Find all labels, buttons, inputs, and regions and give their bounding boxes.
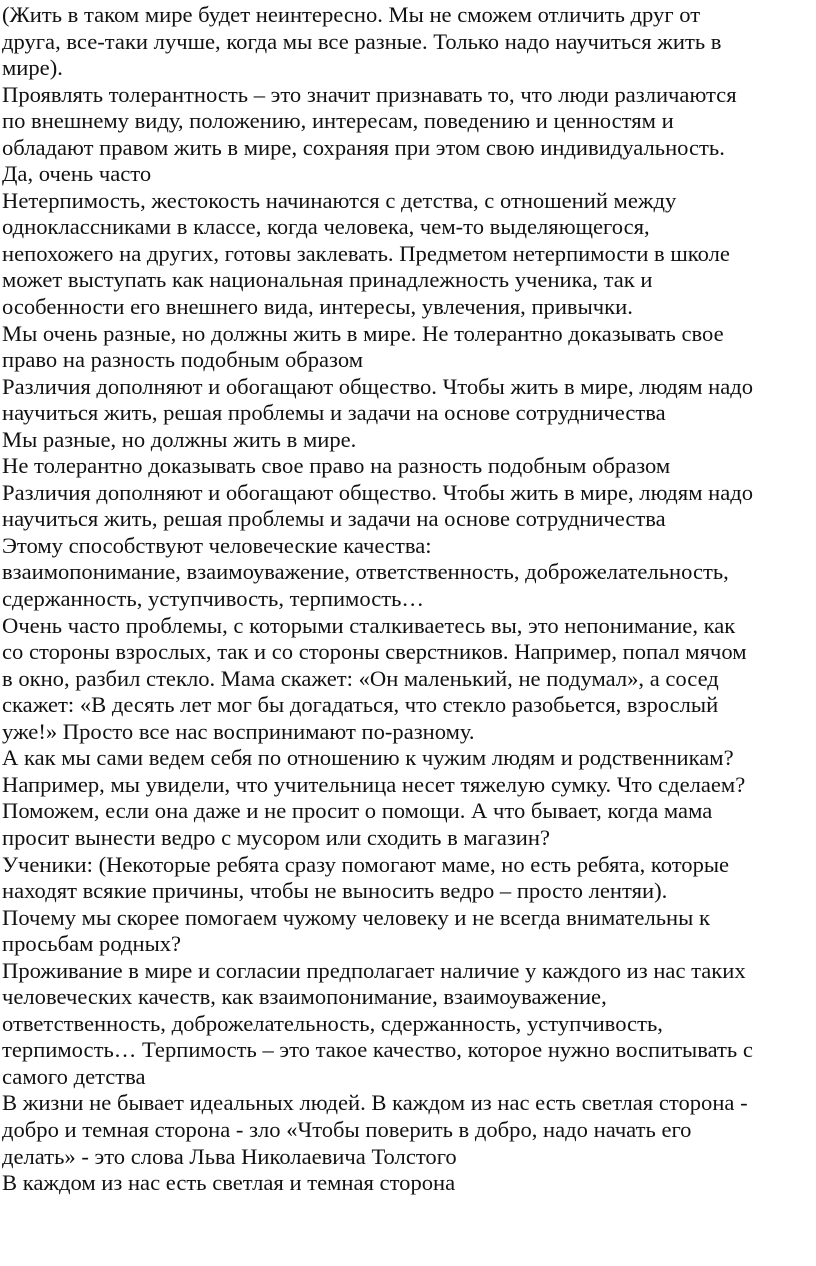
- paragraph: [2, 2, 816, 82]
- text-line: (Жить в таком мире будет неинтересно. Мы не сможем отличить друг от: [2, 2, 701, 27]
- text-line: особенности его внешнего вида, интересы, увлечения, привычки.: [2, 294, 633, 320]
- text-line: человеческих качеств, как взаимопонимание, взаимоуважение,: [2, 984, 607, 1010]
- paragraph: [2, 321, 816, 374]
- text-line: скажет: «В десять лет мог бы догадаться, что стекло разобьется, взрослый: [2, 692, 719, 718]
- text-line: Поможем, если она даже и не просит о помощи. А что бывает, когда мама: [2, 798, 713, 824]
- text-line: просьбам родных?: [2, 931, 182, 957]
- text-line: Различия дополняют и обогащают общество. Чтобы жить в мире, людям надо: [2, 479, 754, 505]
- text-line: друга, все-таки лучше, когда мы все разные. Только надо научиться жить в: [2, 28, 722, 54]
- text-line: по внешнему виду, положению, интересам, поведению и ценностям и: [2, 108, 674, 134]
- paragraph: [2, 374, 816, 427]
- text-line: Этому способствуют человеческие качества:: [2, 532, 432, 558]
- text-line: Проживание в мире и согласии предполагает наличие у каждого из нас таких: [2, 957, 746, 983]
- text-line: взаимопонимание, взаимоуважение, ответственность, доброжелательность,: [2, 559, 729, 585]
- text-line: находят всякие причины, чтобы не выносить ведро – просто лентяи).: [2, 878, 668, 904]
- text-line: самого детства: [2, 1063, 146, 1089]
- text-line: делать» - это слова Льва Николаевича Толстого: [2, 1143, 457, 1169]
- text-line: со стороны взрослых, так и со стороны сверстников. Например, попал мячом: [2, 639, 747, 665]
- paragraph: [2, 559, 816, 612]
- text-line: обладают правом жить в мире, сохраняя при этом свою индивидуальность.: [2, 134, 725, 160]
- text-line: в окно, разбил стекло. Мама скажет: «Он маленький, не подумал», а сосед: [2, 665, 719, 691]
- text-line: научиться жить, решая проблемы и задачи на основе сотрудничества: [2, 506, 666, 532]
- paragraph: [2, 427, 816, 454]
- text-line: Например, мы увидели, что учительница несет тяжелую сумку. Что сделаем?: [2, 771, 746, 797]
- text-line: Проявлять толерантность – это значит признавать то, что люди различаются: [2, 81, 737, 107]
- paragraph: [2, 1090, 816, 1170]
- document-body: [2, 0, 816, 1197]
- text-line: Различия дополняют и обогащают общество. Чтобы жить в мире, людям надо: [2, 373, 754, 399]
- paragraph: [2, 480, 816, 533]
- text-line: Ученики: (Некоторые ребята сразу помогают маме, но есть ребята, которые: [2, 851, 730, 877]
- text-line: ответственность, доброжелательность, сдержанность, уступчивость,: [2, 1010, 663, 1036]
- paragraph: [2, 161, 816, 188]
- text-line: Очень часто проблемы, с которыми сталкиваетесь вы, это непонимание, как: [2, 612, 736, 638]
- text-line: Нетерпимость, жестокость начинаются с детства, с отношений между: [2, 187, 677, 213]
- text-line: сдержанность, уступчивость, терпимость…: [2, 586, 424, 612]
- paragraph: [2, 533, 816, 560]
- paragraph: [2, 613, 816, 746]
- text-line: научиться жить, решая проблемы и задачи на основе сотрудничества: [2, 400, 666, 426]
- paragraph: [2, 453, 816, 480]
- text-line: добро и темная сторона - зло «Чтобы поверить в добро, надо начать его: [2, 1116, 692, 1142]
- text-line: уже!» Просто все нас воспринимают по-разному.: [2, 718, 475, 744]
- text-line: просит вынести ведро с мусором или сходить в магазин?: [2, 824, 551, 850]
- paragraph: [2, 188, 816, 321]
- text-line: Да, очень часто: [2, 161, 152, 187]
- text-line: непохожего на других, готовы заклевать. Предметом нетерпимости в школе: [2, 240, 730, 266]
- text-line: В каждом из нас есть светлая и темная сторона: [2, 1170, 456, 1196]
- text-line: Мы очень разные, но должны жить в мире. Не толерантно доказывать свое: [2, 320, 724, 346]
- paragraph: [2, 745, 816, 851]
- text-line: терпимость… Терпимость – это такое качество, которое нужно воспитывать с: [2, 1037, 753, 1063]
- text-line: право на разность подобным образом: [2, 347, 364, 373]
- text-line: мире).: [2, 55, 63, 81]
- paragraph: [2, 852, 816, 905]
- text-line: Не толерантно доказывать свое право на разность подобным образом: [2, 453, 671, 479]
- text-line: А как мы сами ведем себя по отношению к чужим людям и родственникам?: [2, 745, 734, 771]
- text-line: В жизни не бывает идеальных людей. В каждом из нас есть светлая сторона -: [2, 1090, 748, 1116]
- paragraph: [2, 82, 816, 162]
- text-line: одноклассниками в классе, когда человека, чем-то выделяющегося,: [2, 214, 650, 240]
- text-line: может выступать как национальная принадлежность ученика, так и: [2, 267, 653, 293]
- paragraph: [2, 958, 816, 1091]
- paragraph: [2, 905, 816, 958]
- text-line: Почему мы скорее помогаем чужому человеку и не всегда внимательны к: [2, 904, 710, 930]
- paragraph: [2, 1170, 816, 1197]
- text-line: Мы разные, но должны жить в мире.: [2, 426, 357, 452]
